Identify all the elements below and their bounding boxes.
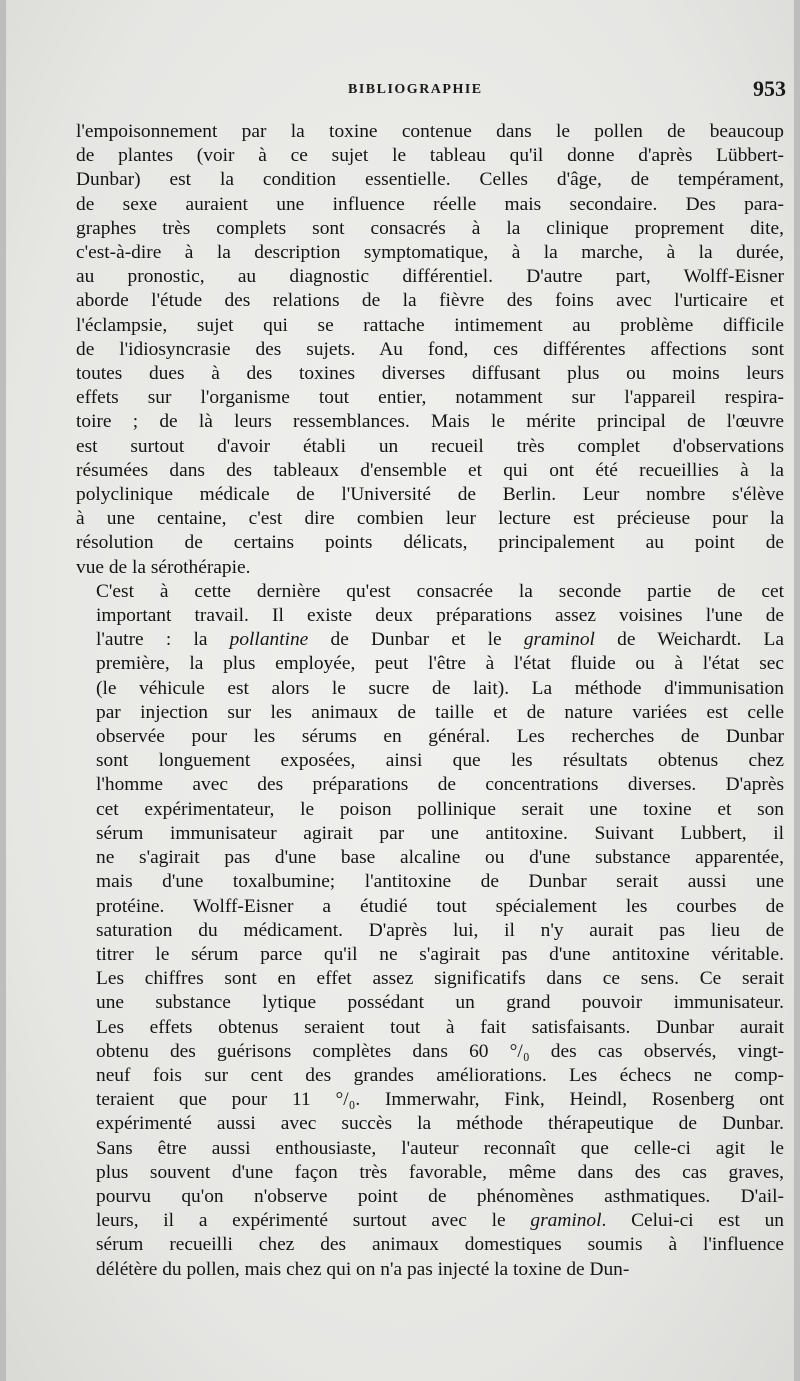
text-line: neuf fois sur cent des grandes améliorations. Les échecs ne comp- (96, 1064, 784, 1086)
text-line: saturation du médicament. D'après lui, il n'y aurait pas lieu de (96, 919, 784, 941)
text-line: Les chiffres sont en effet assez significatifs dans ce sens. Ce serait (96, 968, 784, 990)
text-line: l'empoisonnement par la toxine contenue dans le pollen de beaucoup (76, 121, 784, 142)
text-line: plus souvent d'une façon très favorable, même dans des cas graves, (96, 1161, 784, 1183)
text-line: au pronostic, au diagnostic différentiel. D'autre part, Wolff-Eisner (76, 266, 784, 288)
text-line: leurs, il a expérimenté surtout avec le graminol. Celui-ci est un (96, 1210, 784, 1232)
text-line: une substance lytique possédant un grand pouvoir immunisateur. (96, 992, 784, 1014)
text-line: par injection sur les animaux de taille et de nature variées est celle (96, 701, 784, 723)
page-number: 953 (753, 76, 786, 101)
text-line: cet expérimentateur, le poison pollinique serait une toxine et son (96, 798, 784, 820)
text-line: C'est à cette dernière qu'est consacrée la seconde partie de cet (96, 580, 784, 602)
italic-term: pollantine (229, 629, 309, 651)
text-line: l'éclampsie, sujet qui se rattache intimement au problème difficile (76, 314, 784, 336)
text-line: teraient que pour 11 °/₀. Immerwahr, Fink, Heindl, Rosenberg ont (96, 1089, 784, 1111)
text-line: graphes très complets sont consacrés à la clinique proprement dite, (76, 217, 784, 239)
text-line: c'est-à-dire à la description symptomatique, à la marche, à la durée, (76, 242, 784, 264)
text-line: est surtout d'avoir établi un recueil très complet d'observations (76, 435, 784, 457)
text-line: polyclinique médicale de l'Université de Berlin. Leur nombre s'élève (76, 484, 784, 506)
text-line: sérum recueilli chez des animaux domestiques soumis à l'influence (96, 1234, 784, 1256)
text-line: résolution de certains points délicats, principalement au point de (76, 532, 784, 554)
text-line: vue de la sérothérapie. (76, 556, 251, 578)
text-line: l'autre : la pollantine de Dunbar et le graminol de Weichardt. La (96, 629, 785, 651)
text-line: de plantes (voir à ce sujet le tableau qu'il donne d'après Lübbert- (76, 145, 784, 167)
page-right-edge (794, 0, 800, 1381)
text-line: l'homme avec des préparations de concentrations diverses. D'après (96, 774, 784, 796)
text-line: délétère du pollen, mais chez qui on n'a pas injecté la toxine de Dun- (96, 1258, 630, 1280)
page-header (76, 76, 786, 104)
text-line: Les effets obtenus seraient tout à fait satisfaisants. Dunbar aurait (96, 1016, 784, 1038)
text-line: sont longuement exposées, ainsi que les résultats obtenus chez (96, 750, 784, 772)
text-line: résumées dans des tableaux d'ensemble et qui ont été recueillies à la (76, 459, 784, 481)
text-line: (le véhicule est alors le sucre de lait). La méthode d'immunisation (96, 677, 784, 699)
text-line: aborde l'étude des relations de la fièvre des foins avec l'urticaire et (76, 290, 784, 312)
text-line: Sans être aussi enthousiaste, l'auteur reconnaît que celle-ci agit le (96, 1137, 784, 1159)
text-line: observée pour les sérums en général. Les recherches de Dunbar (96, 726, 784, 748)
text-line: toutes dues à des toxines diverses diffusant plus ou moins leurs (76, 363, 784, 385)
text-line: effets sur l'organisme tout entier, notamment sur l'appareil respira- (76, 387, 784, 409)
text-line: à une centaine, c'est dire combien leur lecture est précieuse pour la (76, 508, 784, 530)
text-line: ne s'agirait pas d'une base alcaline ou d'une substance apparentée, (96, 847, 784, 869)
text-line: titrer le sérum parce qu'il ne s'agirait pas d'une antitoxine véritable. (96, 943, 784, 965)
text-line: première, la plus employée, peut l'être à l'état fluide ou à l'état sec (96, 653, 784, 675)
text-line: de sexe auraient une influence réelle mais secondaire. Des para- (76, 193, 784, 215)
paragraph (76, 580, 784, 1282)
text-line: pourvu qu'on n'observe point de phénomènes asthmatiques. D'ail- (96, 1185, 784, 1207)
text-line: Dunbar) est la condition essentielle. Celles d'âge, de tempérament, (76, 169, 784, 191)
italic-term: graminol (530, 1210, 602, 1232)
paragraph (76, 120, 784, 580)
text-line: expérimenté aussi avec succès la méthode thérapeutique de Dunbar. (96, 1113, 784, 1135)
running-head: BIBLIOGRAPHIE (348, 82, 483, 97)
text-line: obtenu des guérisons complètes dans 60 °/₀ des cas observés, vingt- (96, 1040, 784, 1062)
text-line: mais d'une toxalbumine; l'antitoxine de Dunbar serait aussi une (96, 871, 784, 893)
text-line: important travail. Il existe deux préparations assez voisines l'une de (96, 605, 784, 627)
text-line: sérum immunisateur agirait par une antitoxine. Suivant Lubbert, il (96, 822, 784, 844)
text-line: toire ; de là leurs ressemblances. Mais le mérite principal de l'œuvre (76, 411, 784, 433)
page-left-edge (0, 0, 6, 1381)
text-line: protéine. Wolff-Eisner a étudié tout spécialement les courbes de (96, 895, 784, 917)
text-line: de l'idiosyncrasie des sujets. Au fond, ces différentes affections sont (76, 338, 784, 360)
italic-term: graminol (523, 629, 595, 651)
body-text (76, 120, 784, 1282)
